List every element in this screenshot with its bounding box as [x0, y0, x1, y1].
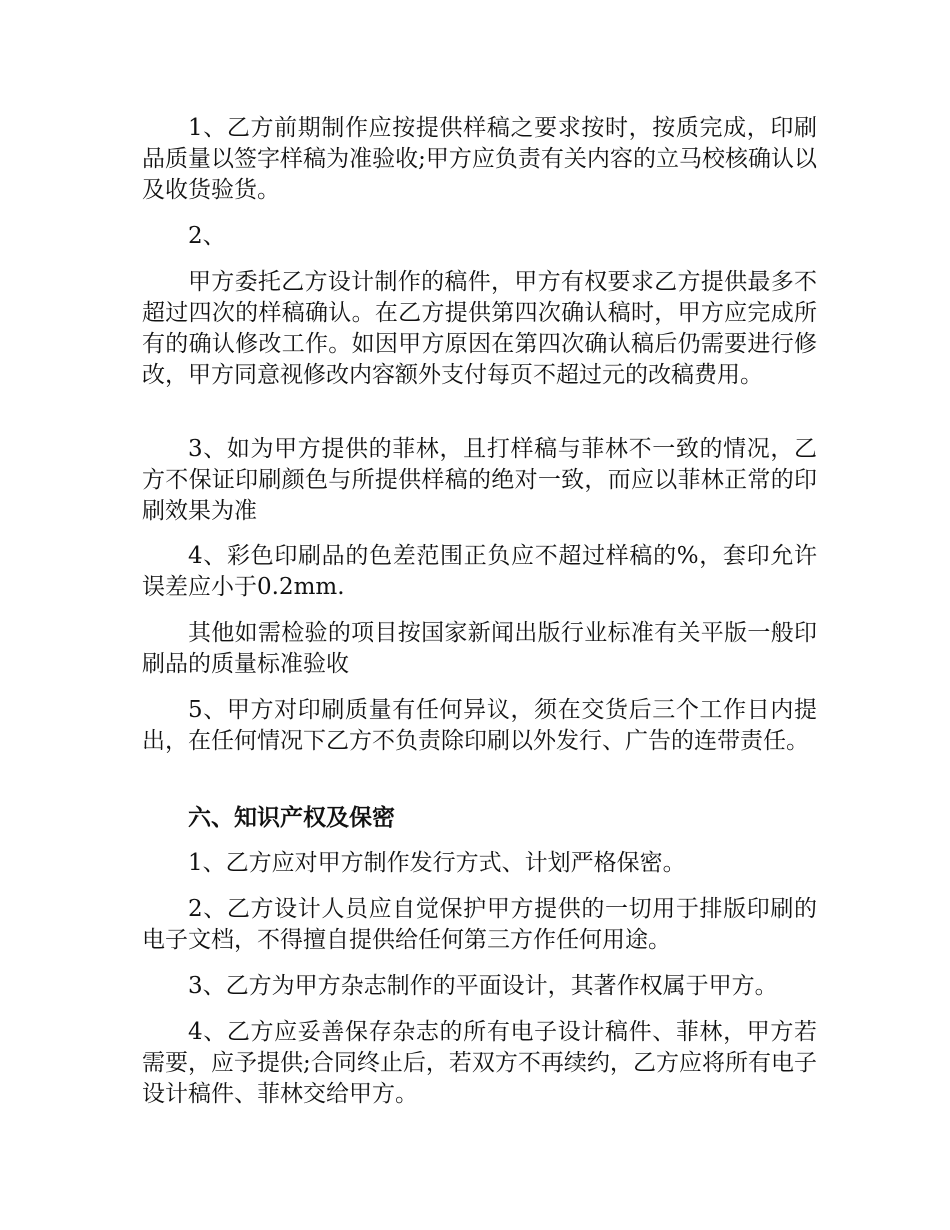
paragraph-confidentiality: 1、乙方应对甲方制作发行方式、计划严格保密。 — [188, 850, 686, 876]
paragraph-proof-confirmation: 甲方委托乙方设计制作的稿件，甲方有权要求乙方提供最多不超过四次的样稿确认。在乙方提供第四次确认稿时，甲方应完成所有的确认修改工作。如因甲方原因在第四次确认稿后仍需要进行修改，甲方同意视修改内容额外支付每页不超过元的改稿费用。 — [142, 269, 817, 388]
paragraph-copyright: 3、乙方为甲方杂志制作的平面设计，其著作权属于甲方。 — [188, 973, 778, 999]
paragraph-quality-objection: 5、甲方对印刷质量有任何异议，须在交货后三个工作日内提出，在任何情况下乙方不负责除印刷以外发行、广告的连带责任。 — [142, 697, 817, 754]
paragraph-color-tolerance: 4、彩色印刷品的色差范围正负应不超过样稿的%，套印允许误差应小于0.2mm. — [142, 543, 817, 600]
paragraph-quality-acceptance: 1、乙方前期制作应按提供样稿之要求按时，按质完成，印刷品质量以签字样稿为准验收;甲方应负责有关内容的立马校核确认以及收货验货。 — [142, 115, 817, 203]
section-heading-ip-confidentiality: 六、知识产权及保密 — [188, 804, 395, 831]
paragraph-item-2-number: 2、 — [188, 223, 226, 249]
paragraph-document-protection: 2、乙方设计人员应自觉保护甲方提供的一切用于排版印刷的电子文档，不得擅自提供给任何第三方作任何用途。 — [142, 896, 817, 953]
paragraph-film-proof: 3、如为甲方提供的菲林，且打样稿与菲林不一致的情况，乙方不保证印刷颜色与所提供样稿的绝对一致，而应以菲林正常的印刷效果为准 — [142, 436, 817, 524]
paragraph-file-handover: 4、乙方应妥善保存杂志的所有电子设计稿件、菲林，甲方若需要，应予提供;合同终止后，若双方不再续约，乙方应将所有电子设计稿件、菲林交给甲方。 — [142, 1019, 817, 1107]
paragraph-other-inspection: 其他如需检验的项目按国家新闻出版行业标准有关平版一般印刷品的质量标准验收 — [142, 620, 817, 677]
